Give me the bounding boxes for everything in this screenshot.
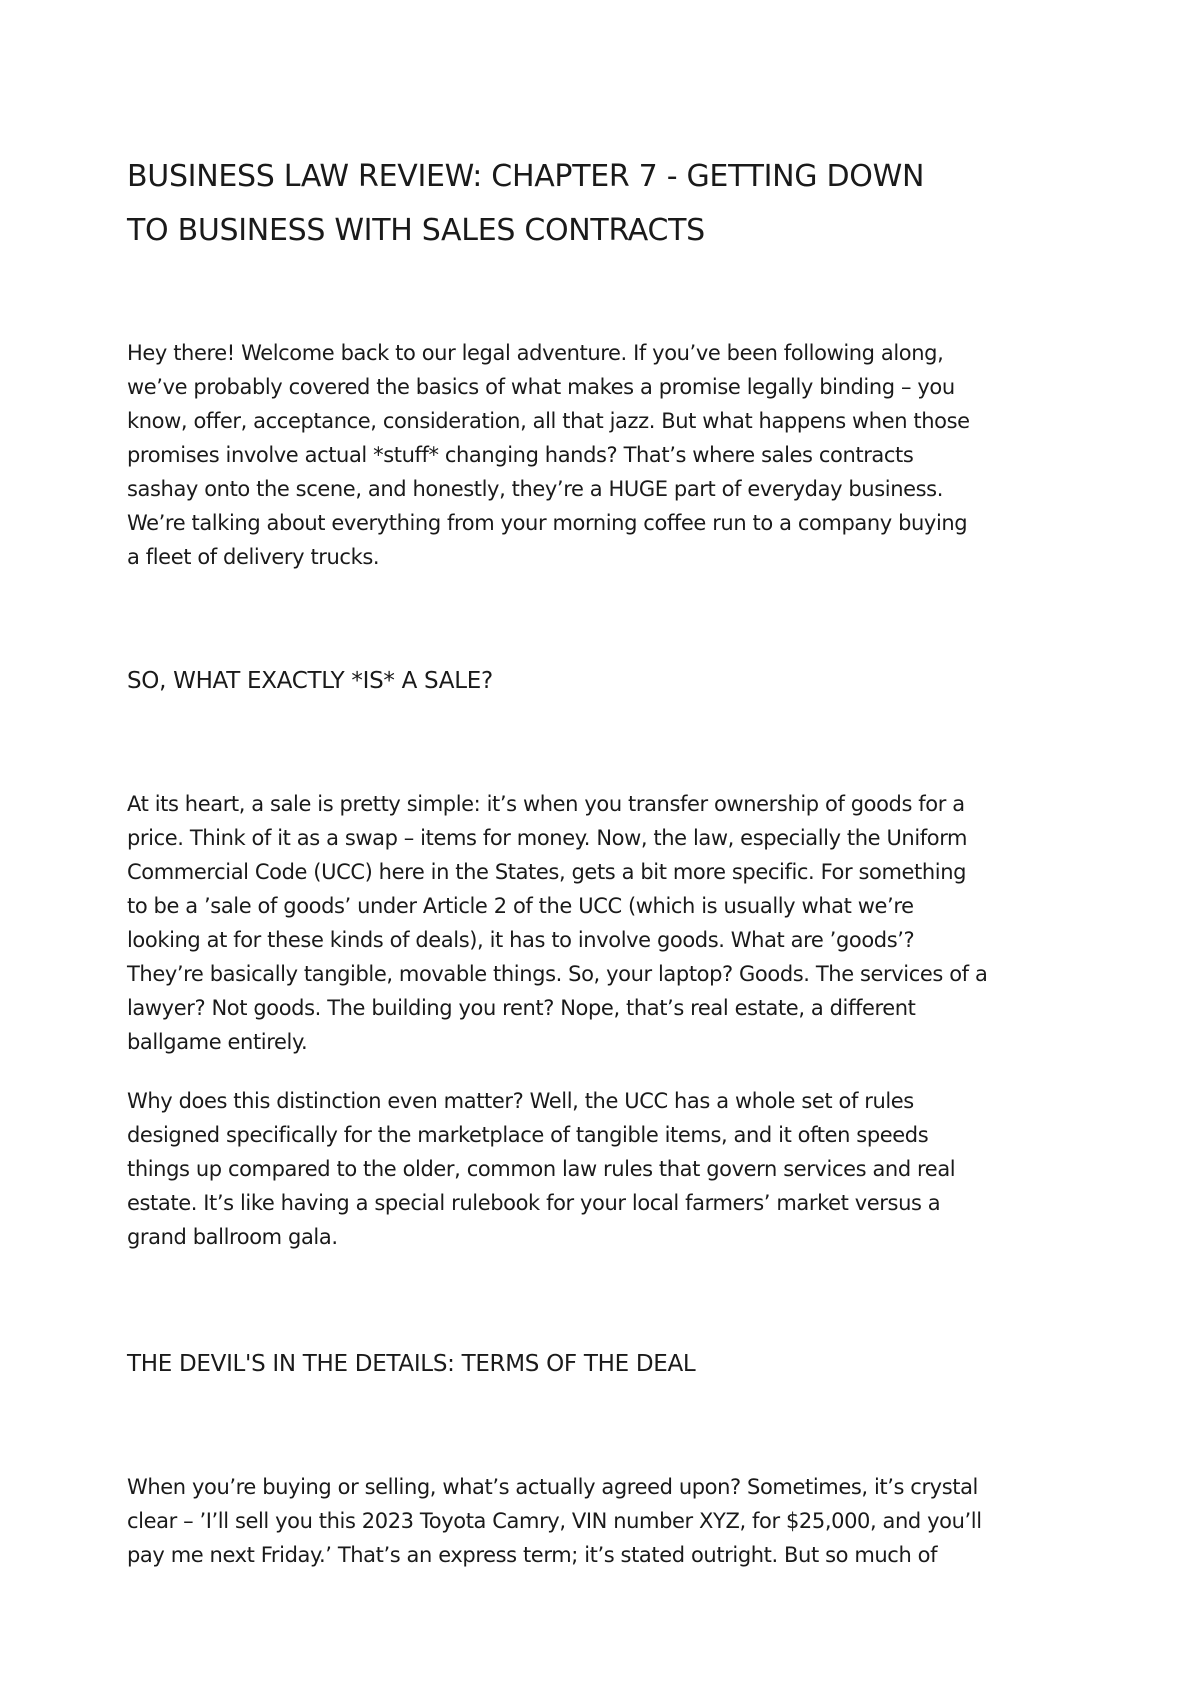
text-line: a fleet of delivery trucks. xyxy=(127,545,380,569)
text-line: to be a ’sale of goods’ under Article 2 of the UCC (which is usually what we’re xyxy=(127,894,914,918)
text-line: looking at for these kinds of deals), it has to involve goods. What are ’goods’? xyxy=(127,928,915,952)
title-line: TO BUSINESS WITH SALES CONTRACTS xyxy=(127,213,705,248)
text-line: promises involve actual *stuff* changing hands? That’s where sales contracts xyxy=(127,443,914,467)
text-line: estate. It’s like having a special rulebook for your local farmers’ market versus a xyxy=(127,1191,941,1215)
text-line: sashay onto the scene, and honestly, they’re a HUGE part of everyday business. xyxy=(127,477,943,501)
text-line: things up compared to the older, common law rules that govern services and real xyxy=(127,1157,956,1181)
section-heading-terms-of-the-deal: THE DEVIL'S IN THE DETAILS: TERMS OF THE DEAL xyxy=(127,1351,696,1377)
text-line: lawyer? Not goods. The building you rent? Nope, that’s real estate, a different xyxy=(127,996,916,1020)
text-line: We’re talking about everything from your morning coffee run to a company buying xyxy=(127,511,968,535)
section-heading-what-is-a-sale: SO, WHAT EXACTLY *IS* A SALE? xyxy=(127,668,493,694)
text-line: we’ve probably covered the basics of what makes a promise legally binding – you xyxy=(127,375,955,399)
text-line: grand ballroom gala. xyxy=(127,1225,338,1249)
text-line: ballgame entirely. xyxy=(127,1030,308,1054)
text-line: designed specifically for the marketplace of tangible items, and it often speeds xyxy=(127,1123,929,1147)
text-line: Why does this distinction even matter? Well, the UCC has a whole set of rules xyxy=(127,1089,914,1113)
intro-paragraph xyxy=(127,336,1087,574)
text-line: clear – ’I’ll sell you this 2023 Toyota Camry, VIN number XYZ, for $25,000, and you’ll xyxy=(127,1509,982,1533)
text-line: When you’re buying or selling, what’s actually agreed upon? Sometimes, it’s crystal xyxy=(127,1475,978,1499)
text-line: Commercial Code (UCC) here in the States, gets a bit more specific. For something xyxy=(127,860,967,884)
text-line: At its heart, a sale is pretty simple: it’s when you transfer ownership of goods for a xyxy=(127,792,965,816)
text-line: price. Think of it as a swap – items for money. Now, the law, especially the Uniform xyxy=(127,826,968,850)
text-line: pay me next Friday.’ That’s an express term; it’s stated outright. But so much of xyxy=(127,1543,938,1567)
section1-paragraph-2 xyxy=(127,1084,1087,1254)
text-line: know, offer, acceptance, consideration, all that jazz. But what happens when those xyxy=(127,409,970,433)
section2-paragraph-1 xyxy=(127,1470,1087,1572)
document-title xyxy=(127,150,1087,258)
section1-paragraph-1 xyxy=(127,787,1087,1059)
text-line: Hey there! Welcome back to our legal adventure. If you’ve been following along, xyxy=(127,341,944,365)
title-line: BUSINESS LAW REVIEW: CHAPTER 7 - GETTING DOWN xyxy=(127,159,925,194)
text-line: They’re basically tangible, movable things. So, your laptop? Goods. The services of a xyxy=(127,962,988,986)
